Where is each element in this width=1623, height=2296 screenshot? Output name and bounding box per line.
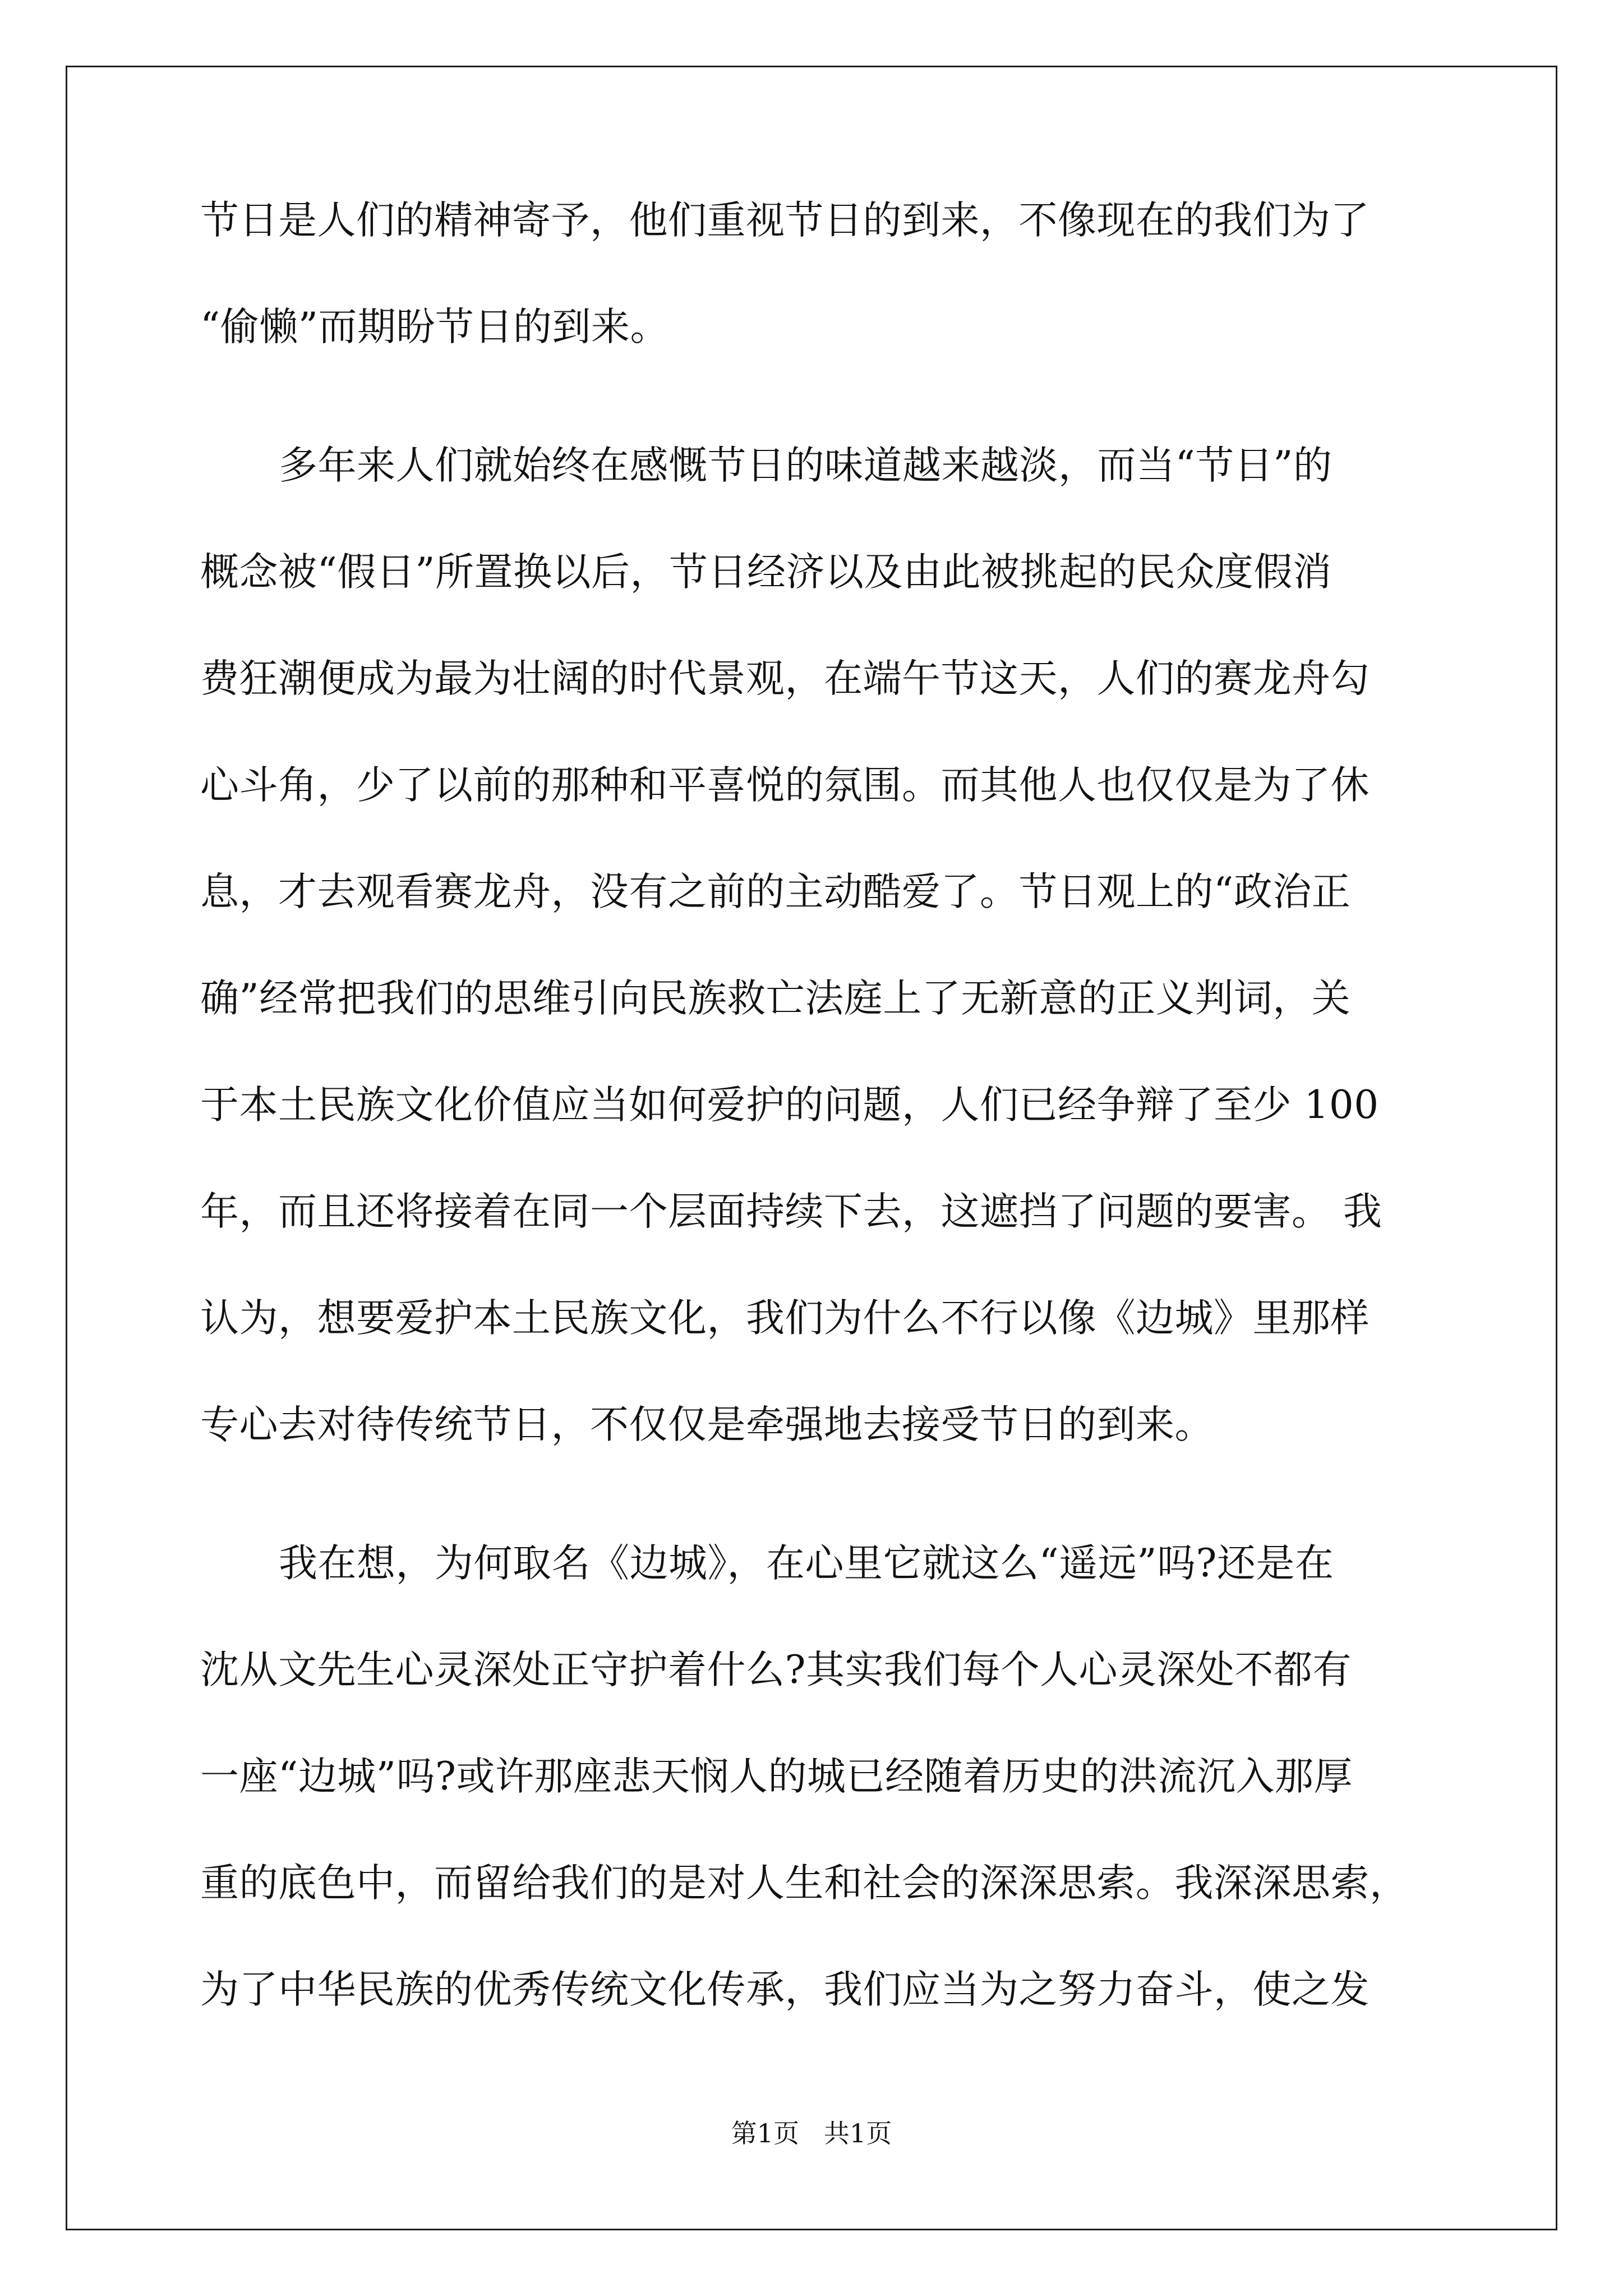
page-number-footer: 第1页 共1页 — [731, 2118, 892, 2148]
text-line: 一座“边城”吗?或许那座悲天悯人的城已经随着历史的洪流沉入那厚 — [200, 1754, 1353, 1799]
text-line: 息，才去观看赛龙舟，没有之前的主动酷爱了。节日观上的“政治正 — [200, 869, 1351, 914]
paragraph-start-line: 多年来人们就始终在感慨节日的味道越来越淡，而当“节日”的 — [279, 443, 1332, 488]
paragraph-start-line: 我在想，为何取名《边城》，在心里它就这么“遥远”吗?还是在 — [279, 1541, 1334, 1586]
text-line: 专心去对待传统节日，不仅仅是牵强地去接受节日的到来。 — [200, 1402, 1214, 1447]
text-line: 年，而且还将接着在同一个层面持续下去，这遮挡了问题的要害。 我 — [200, 1189, 1382, 1234]
text-line: 费狂潮便成为最为壮阔的时代景观，在端午节这天，人们的赛龙舟勾 — [200, 656, 1370, 701]
text-line: 沈从文先生心灵深处正守护着什么?其实我们每个人心灵深处不都有 — [200, 1648, 1352, 1692]
text-line: 重的底色中，而留给我们的是对人生和社会的深深思索。我深深思索， — [200, 1861, 1409, 1906]
text-line: 心斗角，少了以前的那种和平喜悦的氛围。而其他人也仅仅是为了休 — [200, 763, 1370, 808]
text-line: 为了中华民族的优秀传统文化传承，我们应当为之努力奋斗，使之发 — [200, 1967, 1370, 2012]
text-line: 于本土民族文化价值应当如何爱护的问题，人们已经争辩了至少 100 — [200, 1083, 1379, 1128]
text-line: 节日是人们的精神寄予，他们重视节日的到来，不像现在的我们为了 — [200, 198, 1370, 243]
text-line: 确”经常把我们的思维引向民族救亡法庭上了无新意的正义判词，关 — [200, 976, 1351, 1021]
text-line: “偷懒”而期盼节日的到来。 — [200, 305, 670, 349]
text-line: 认为，想要爱护本土民族文化，我们为什么不行以像《边城》里那样 — [200, 1296, 1370, 1341]
text-line: 概念被“假日”所置换以后，节日经济以及由此被挑起的民众度假消 — [200, 550, 1332, 595]
page-frame — [66, 66, 1557, 2230]
